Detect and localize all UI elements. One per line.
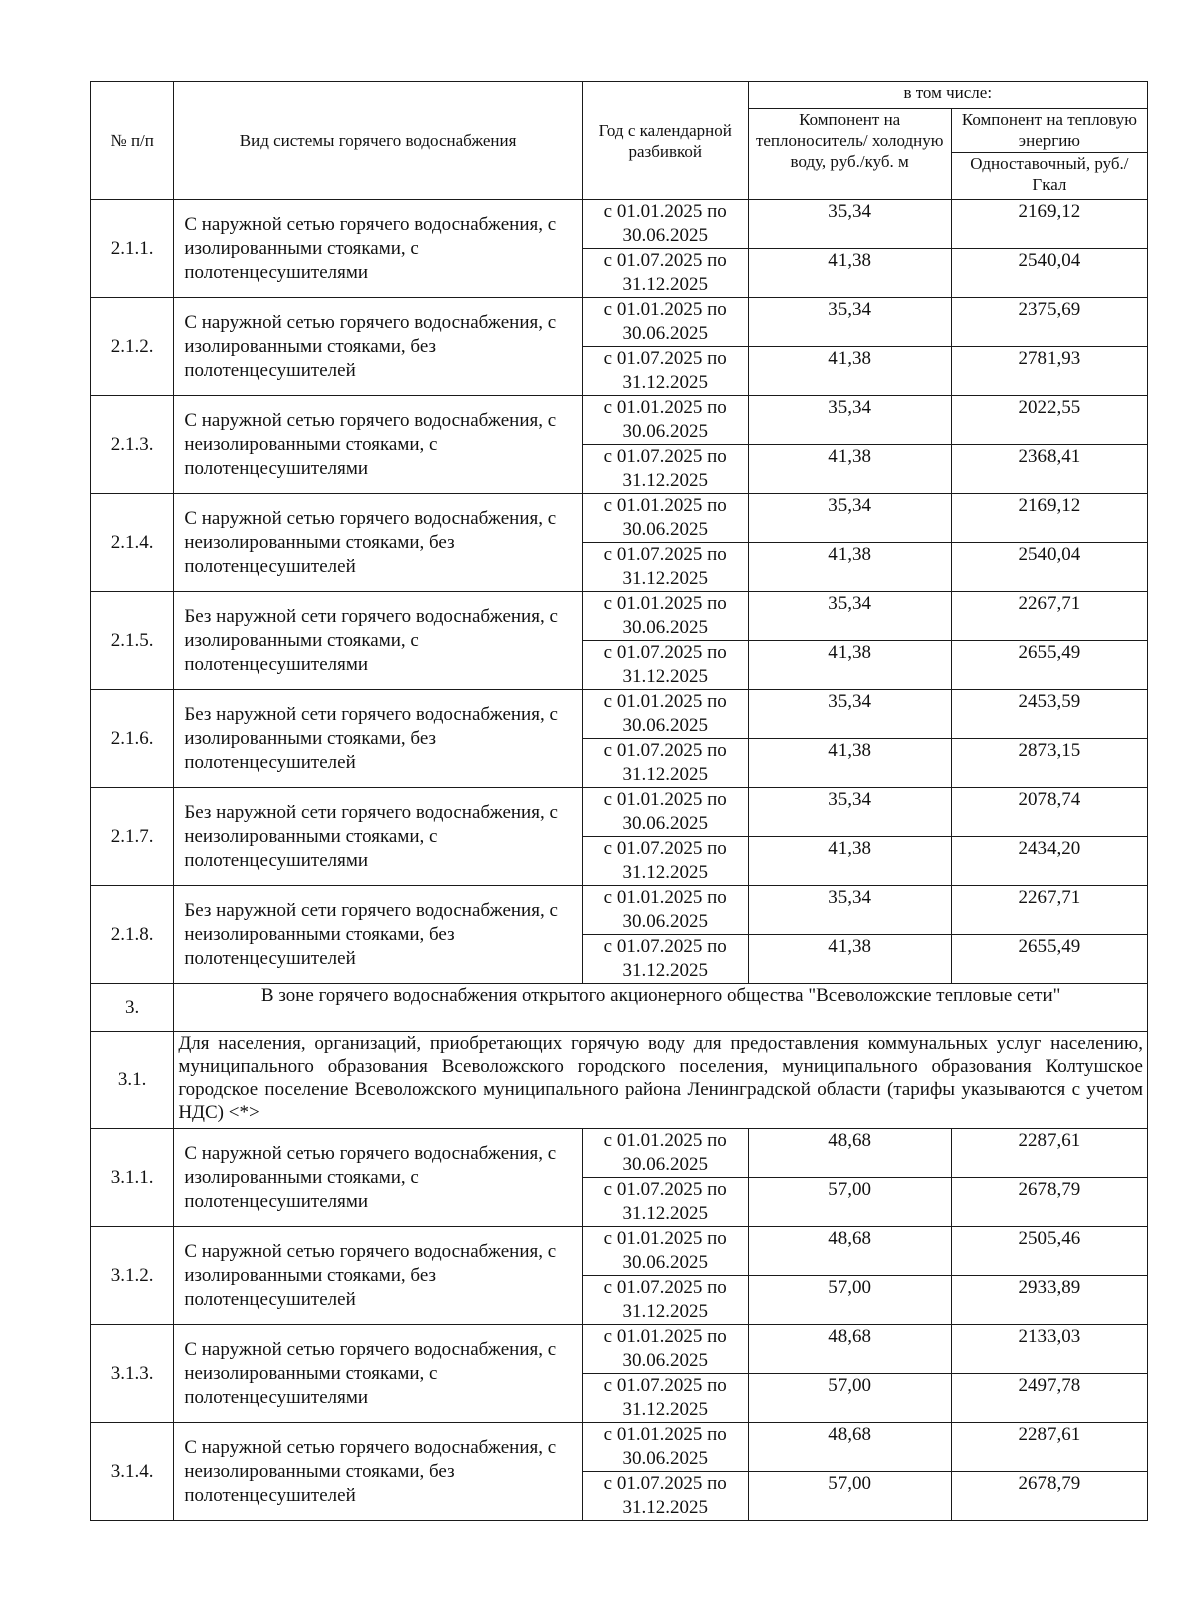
period-first-half: с 01.01.2025 по 30.06.2025 xyxy=(582,1325,748,1374)
period-first-half: с 01.01.2025 по 30.06.2025 xyxy=(582,1423,748,1472)
tariff-table-body xyxy=(91,200,1148,1521)
section-title: В зоне горячего водоснабжения открытого акционерного общества "Всеволожские тепловые сети" xyxy=(174,984,1148,1032)
row-number: 3.1.3. xyxy=(91,1325,174,1423)
period-second-half: с 01.07.2025 по 31.12.2025 xyxy=(582,837,748,886)
period-second-half: с 01.07.2025 по 31.12.2025 xyxy=(582,1472,748,1521)
period-second-half: с 01.07.2025 по 31.12.2025 xyxy=(582,1276,748,1325)
row-system-type: Без наружной сети горячего водоснабжения, с неизолированными стояками, с полотенцесушителями xyxy=(174,788,583,886)
heat-value-first-half: 2078,74 xyxy=(951,788,1147,837)
water-value-second-half: 41,38 xyxy=(748,543,951,592)
water-value-first-half: 35,34 xyxy=(748,200,951,249)
water-value-second-half: 57,00 xyxy=(748,1472,951,1521)
table-row xyxy=(91,690,1148,739)
header-heat-component: Компонент на тепловую энергию xyxy=(951,109,1147,153)
heat-value-second-half: 2497,78 xyxy=(951,1374,1147,1423)
row-number: 2.1.1. xyxy=(91,200,174,298)
table-row xyxy=(91,1325,1148,1374)
heat-value-second-half: 2933,89 xyxy=(951,1276,1147,1325)
heat-value-second-half: 2434,20 xyxy=(951,837,1147,886)
water-value-first-half: 48,68 xyxy=(748,1129,951,1178)
water-value-second-half: 57,00 xyxy=(748,1178,951,1227)
period-first-half: с 01.01.2025 по 30.06.2025 xyxy=(582,1227,748,1276)
row-system-type: С наружной сетью горячего водоснабжения, с неизолированными стояками, без полотенцесушителей xyxy=(174,1423,583,1521)
table-row xyxy=(91,200,1148,249)
table-row xyxy=(91,1129,1148,1178)
row-number: 2.1.5. xyxy=(91,592,174,690)
water-value-second-half: 41,38 xyxy=(748,347,951,396)
heat-value-first-half: 2287,61 xyxy=(951,1423,1147,1472)
header-year: Год с календарной разбивкой xyxy=(582,82,748,200)
water-value-first-half: 35,34 xyxy=(748,886,951,935)
row-system-type: С наружной сетью горячего водоснабжения, с неизолированными стояками, с полотенцесушителями xyxy=(174,396,583,494)
water-value-first-half: 35,34 xyxy=(748,298,951,347)
period-first-half: с 01.01.2025 по 30.06.2025 xyxy=(582,886,748,935)
table-row xyxy=(91,886,1148,935)
period-first-half: с 01.01.2025 по 30.06.2025 xyxy=(582,396,748,445)
heat-value-second-half: 2540,04 xyxy=(951,543,1147,592)
row-system-type: Без наружной сети горячего водоснабжения, с изолированными стояками, с полотенцесушителями xyxy=(174,592,583,690)
water-value-second-half: 57,00 xyxy=(748,1276,951,1325)
heat-value-first-half: 2287,61 xyxy=(951,1129,1147,1178)
row-system-type: Без наружной сети горячего водоснабжения, с изолированными стояками, без полотенцесушителей xyxy=(174,690,583,788)
row-system-type: С наружной сетью горячего водоснабжения, с изолированными стояками, с полотенцесушителями xyxy=(174,200,583,298)
header-heat-single-rate: Одноставочный, руб./Гкал xyxy=(951,153,1147,200)
row-number: 2.1.4. xyxy=(91,494,174,592)
heat-value-first-half: 2133,03 xyxy=(951,1325,1147,1374)
row-system-type: С наружной сетью горячего водоснабжения, с неизолированными стояками, без полотенцесушителей xyxy=(174,494,583,592)
heat-value-second-half: 2678,79 xyxy=(951,1178,1147,1227)
water-value-first-half: 35,34 xyxy=(748,396,951,445)
period-first-half: с 01.01.2025 по 30.06.2025 xyxy=(582,200,748,249)
row-number: 3.1.1. xyxy=(91,1129,174,1227)
period-second-half: с 01.07.2025 по 31.12.2025 xyxy=(582,445,748,494)
water-value-first-half: 35,34 xyxy=(748,690,951,739)
period-second-half: с 01.07.2025 по 31.12.2025 xyxy=(582,739,748,788)
table-row xyxy=(91,592,1148,641)
period-first-half: с 01.01.2025 по 30.06.2025 xyxy=(582,1129,748,1178)
water-value-second-half: 41,38 xyxy=(748,641,951,690)
period-second-half: с 01.07.2025 по 31.12.2025 xyxy=(582,935,748,984)
table-row xyxy=(91,1227,1148,1276)
heat-value-first-half: 2267,71 xyxy=(951,886,1147,935)
header-num: № п/п xyxy=(91,82,174,200)
period-first-half: с 01.01.2025 по 30.06.2025 xyxy=(582,592,748,641)
water-value-first-half: 35,34 xyxy=(748,494,951,543)
table-row xyxy=(91,788,1148,837)
heat-value-first-half: 2169,12 xyxy=(951,200,1147,249)
row-number: 2.1.8. xyxy=(91,886,174,984)
water-value-second-half: 41,38 xyxy=(748,739,951,788)
table-row xyxy=(91,1423,1148,1472)
heat-value-first-half: 2375,69 xyxy=(951,298,1147,347)
water-value-second-half: 41,38 xyxy=(748,837,951,886)
row-number: 3.1.2. xyxy=(91,1227,174,1325)
row-system-type: С наружной сетью горячего водоснабжения, с изолированными стояками, без полотенцесушителей xyxy=(174,298,583,396)
period-first-half: с 01.01.2025 по 30.06.2025 xyxy=(582,298,748,347)
heat-value-second-half: 2781,93 xyxy=(951,347,1147,396)
water-value-first-half: 48,68 xyxy=(748,1227,951,1276)
heat-value-second-half: 2873,15 xyxy=(951,739,1147,788)
header-type: Вид системы горячего водоснабжения xyxy=(174,82,583,200)
water-value-first-half: 35,34 xyxy=(748,788,951,837)
subsection-row xyxy=(91,1032,1148,1129)
table-row xyxy=(91,298,1148,347)
row-number: 2.1.6. xyxy=(91,690,174,788)
table-row xyxy=(91,494,1148,543)
period-second-half: с 01.07.2025 по 31.12.2025 xyxy=(582,543,748,592)
table-row xyxy=(91,396,1148,445)
water-value-second-half: 41,38 xyxy=(748,935,951,984)
period-second-half: с 01.07.2025 по 31.12.2025 xyxy=(582,1374,748,1423)
period-second-half: с 01.07.2025 по 31.12.2025 xyxy=(582,1178,748,1227)
row-number: 2.1.3. xyxy=(91,396,174,494)
row-number: 2.1.7. xyxy=(91,788,174,886)
heat-value-second-half: 2540,04 xyxy=(951,249,1147,298)
row-system-type: С наружной сетью горячего водоснабжения, с изолированными стояками, с полотенцесушителями xyxy=(174,1129,583,1227)
heat-value-second-half: 2678,79 xyxy=(951,1472,1147,1521)
header-including: в том числе: xyxy=(748,82,1147,109)
heat-value-second-half: 2368,41 xyxy=(951,445,1147,494)
heat-value-first-half: 2267,71 xyxy=(951,592,1147,641)
water-value-second-half: 41,38 xyxy=(748,445,951,494)
water-value-second-half: 57,00 xyxy=(748,1374,951,1423)
period-first-half: с 01.01.2025 по 30.06.2025 xyxy=(582,788,748,837)
tariff-table xyxy=(90,81,1148,1521)
heat-value-first-half: 2022,55 xyxy=(951,396,1147,445)
heat-value-first-half: 2505,46 xyxy=(951,1227,1147,1276)
row-system-type: С наружной сетью горячего водоснабжения, с неизолированными стояками, с полотенцесушителями xyxy=(174,1325,583,1423)
subsection-description: Для населения, организаций, приобретающих горячую воду для предоставления коммунальных услуг населению, муниципального образования Всеволожского городского поселения, муниципального образования Колтушское городское поселение Всеволожского муниципального района Ленинградской области (тарифы указываются с учетом НДС) <*> xyxy=(174,1032,1148,1129)
water-value-first-half: 48,68 xyxy=(748,1423,951,1472)
period-first-half: с 01.01.2025 по 30.06.2025 xyxy=(582,690,748,739)
subsection-number: 3.1. xyxy=(91,1032,174,1129)
section-number: 3. xyxy=(91,984,174,1032)
period-second-half: с 01.07.2025 по 31.12.2025 xyxy=(582,347,748,396)
period-second-half: с 01.07.2025 по 31.12.2025 xyxy=(582,249,748,298)
row-system-type: С наружной сетью горячего водоснабжения, с изолированными стояками, без полотенцесушителей xyxy=(174,1227,583,1325)
period-second-half: с 01.07.2025 по 31.12.2025 xyxy=(582,641,748,690)
heat-value-first-half: 2453,59 xyxy=(951,690,1147,739)
water-value-first-half: 35,34 xyxy=(748,592,951,641)
section-row xyxy=(91,984,1148,1032)
row-number: 3.1.4. xyxy=(91,1423,174,1521)
header-water-component: Компонент на теплоноситель/ холодную воду, руб./куб. м xyxy=(748,109,951,200)
water-value-second-half: 41,38 xyxy=(748,249,951,298)
heat-value-second-half: 2655,49 xyxy=(951,935,1147,984)
heat-value-first-half: 2169,12 xyxy=(951,494,1147,543)
heat-value-second-half: 2655,49 xyxy=(951,641,1147,690)
period-first-half: с 01.01.2025 по 30.06.2025 xyxy=(582,494,748,543)
row-number: 2.1.2. xyxy=(91,298,174,396)
row-system-type: Без наружной сети горячего водоснабжения, с неизолированными стояками, без полотенцесушителей xyxy=(174,886,583,984)
water-value-first-half: 48,68 xyxy=(748,1325,951,1374)
